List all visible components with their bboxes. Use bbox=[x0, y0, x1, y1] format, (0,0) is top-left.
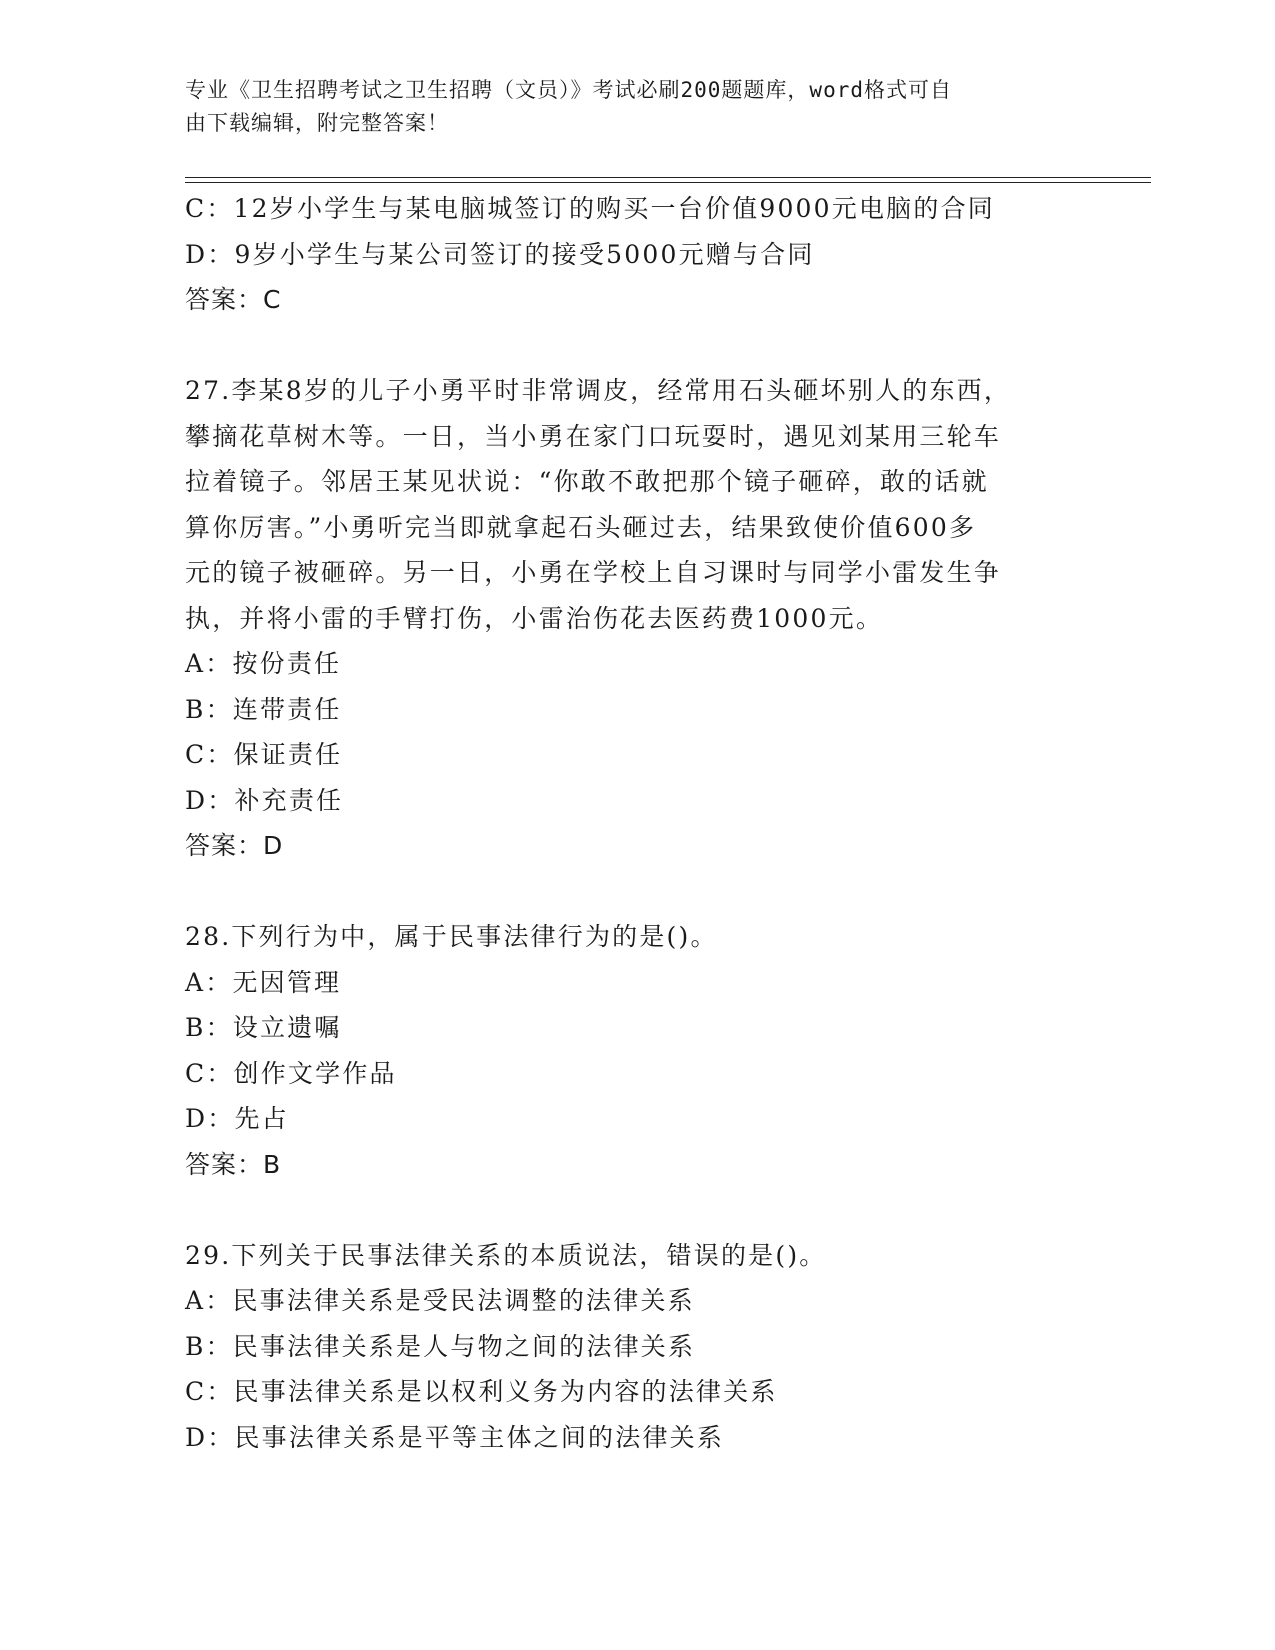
question-list bbox=[185, 186, 1085, 1460]
question-stem: 28.下列行为中，属于民事法律行为的是()。 bbox=[185, 922, 718, 951]
question-stem-line: 元的镜子被砸碎。另一日，小勇在学校上自习课时与同学小雷发生争 bbox=[185, 558, 1002, 587]
spacer bbox=[185, 869, 1085, 915]
option-c: C：保证责任 bbox=[185, 740, 343, 769]
option-c: C：创作文学作品 bbox=[185, 1058, 397, 1088]
option-c: C：民事法律关系是以权利义务为内容的法律关系 bbox=[185, 1377, 778, 1406]
option-d: D：民事法律关系是平等主体之间的法律关系 bbox=[185, 1422, 725, 1452]
header-line-1: 专业《卫生招聘考试之卫生招聘（文员）》考试必刷200题题库，word格式可自 bbox=[185, 78, 952, 102]
question-stem-line: 攀摘花草树木等。一日，当小勇在家门口玩耍时，遇见刘某用三轮车 bbox=[185, 421, 1002, 451]
question-stem-line: 27.李某8岁的儿子小勇平时非常调皮，经常用石头砸坏别人的东西， bbox=[185, 376, 1012, 405]
header-divider-bottom bbox=[185, 182, 1151, 183]
answer-line: 答案：D bbox=[185, 831, 284, 860]
header-line-2: 由下载编辑，附完整答案！ bbox=[185, 111, 449, 135]
option-a: A：按份责任 bbox=[185, 649, 342, 678]
spacer bbox=[185, 1187, 1085, 1233]
option-a: A：无因管理 bbox=[185, 967, 342, 997]
answer-line: 答案：B bbox=[185, 1149, 282, 1179]
question-29 bbox=[185, 1233, 1085, 1461]
option-c: C：12岁小学生与某电脑城签订的购买一台价值9000元电脑的合同 bbox=[185, 194, 995, 223]
question-stem-line: 拉着镜子。邻居王某见状说：“你敢不敢把那个镜子砸碎，敢的话就 bbox=[185, 467, 989, 496]
header-divider-top bbox=[185, 177, 1151, 178]
option-a: A：民事法律关系是受民法调整的法律关系 bbox=[185, 1286, 695, 1315]
option-d: D：9岁小学生与某公司签订的接受5000元赠与合同 bbox=[185, 239, 815, 269]
question-26 bbox=[185, 186, 1085, 323]
answer-line: 答案：C bbox=[185, 285, 282, 314]
option-b: B：民事法律关系是人与物之间的法律关系 bbox=[185, 1331, 696, 1361]
question-stem-line: 算你厉害。”小勇听完当即就拿起石头砸过去，结果致使价值600多 bbox=[185, 512, 977, 542]
question-stem-line: 执，并将小雷的手臂打伤，小雷治伤花去医药费1000元。 bbox=[185, 603, 884, 633]
spacer bbox=[185, 323, 1085, 369]
question-28 bbox=[185, 914, 1085, 1187]
option-b: B：连带责任 bbox=[185, 694, 342, 724]
question-stem: 29.下列关于民事法律关系的本质说法，错误的是()。 bbox=[185, 1240, 827, 1270]
question-27 bbox=[185, 368, 1085, 869]
option-d: D：补充责任 bbox=[185, 785, 344, 815]
option-b: B：设立遗嘱 bbox=[185, 1013, 342, 1042]
document-header bbox=[185, 74, 1065, 140]
option-d: D：先占 bbox=[185, 1104, 289, 1133]
